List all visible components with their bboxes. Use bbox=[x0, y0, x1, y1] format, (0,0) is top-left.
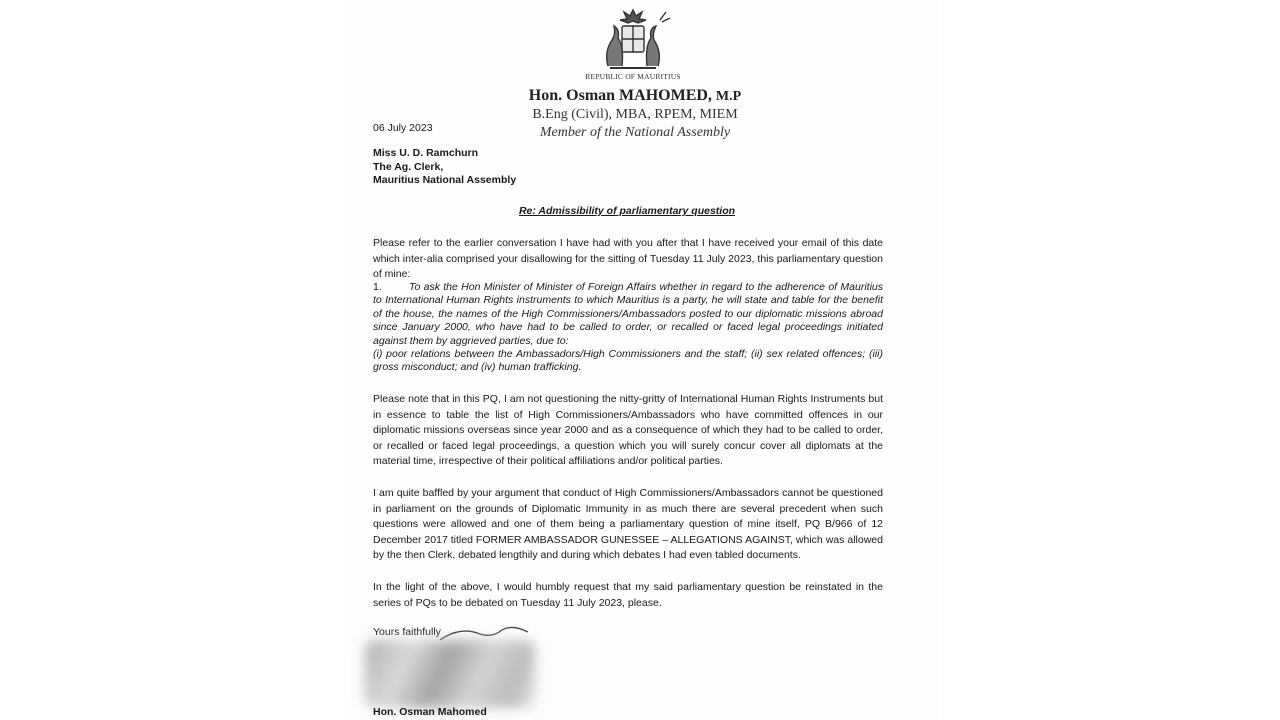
pq-items: (i) poor relations between the Ambassadors/High Commissioners and the staff; (ii) sex related offences; (iii) gross misconduct; and (iv) human trafficking. bbox=[373, 348, 883, 374]
republic-label: REPUBLIC OF MAURITIUS bbox=[585, 72, 681, 81]
paragraph-4: In the light of the above, I would humbly request that my said parliamentary question be reinstated in the series of PQs to be debated on Tuesday 11 July 2023, please. bbox=[373, 581, 883, 609]
letterhead-name-text: Hon. Osman MAHOMED, bbox=[528, 87, 712, 104]
recipient-line-3 bbox=[373, 174, 516, 188]
pq-text: To ask the Hon Minister of Minister of Foreign Affairs whether in regard to the adherence of Mauritius to International Human Rights instruments to which Mauritius is a party, he will state and table for the benefit of the house, the names of the High Commissioners/Ambassadors posted to our diplomatic missions abroad since January 2000, who have had to be called to order, or recalled or faced legal proceedings initiated against them by aggrieved parties, due to: bbox=[373, 281, 883, 347]
parliamentary-question bbox=[373, 281, 883, 375]
letter-date: 06 July 2023 bbox=[373, 122, 433, 134]
paragraph-1: Please refer to the earlier conversation I have had with you after that I have received your email of this date which inter-alia comprised your disallowing for the sitting of Tuesday 11 July 2023, this parliamentary question of mine: bbox=[373, 237, 883, 280]
recipient-line-3a: Mauritius National bbox=[373, 174, 465, 187]
letterhead-role: Member of the National Assembly bbox=[539, 125, 731, 140]
paragraph-2: Please note that in this PQ, I am not questioning the nitty-gritty of International Human Rights Instruments but in essence to table the list of High Commissioners/Ambassadors who have committed offences in our diplomatic missions overseas since year 2000 and as a consequence of which they had to be called to order, or recalled or faced legal proceedings, a question which you will surely concur cover all diplomats at the material time, irrespective of their political affiliations and/or political parties. bbox=[373, 393, 883, 467]
letterhead-name-suffix: M.P bbox=[715, 89, 742, 104]
recipient-line-1: Miss U. D. Ramchurn bbox=[373, 147, 479, 159]
redacted-signature bbox=[365, 640, 535, 708]
signer-name: Hon. Osman Mahomed bbox=[373, 706, 487, 718]
letter-subject: Re: Admissibility of parliamentary question bbox=[518, 205, 736, 217]
letterhead-qualifications: B.Eng (Civil), MBA, RPEM, MIEM bbox=[532, 107, 738, 122]
coat-of-arms-icon bbox=[590, 6, 676, 74]
paragraph-3: I am quite baffled by your argument that conduct of High Commissioners/Ambassadors cannot be questioned in parliament on the grounds of Diplomatic Immunity in as much there are several precedent when such questions were allowed and one of them being a parliamentary question of mine itself, PQ B/966 of 12 December 2017 titled FORMER AMBASSADOR GUNESSEE – ALLEGATIONS AGAINST, which was allowed by the then Clerk, debated lengthily and during which debates I had even tabled documents. bbox=[373, 487, 883, 561]
recipient-line-2: The Ag. Clerk, bbox=[373, 160, 444, 173]
letterhead-name bbox=[480, 87, 790, 105]
pq-number: 1. bbox=[373, 281, 382, 293]
recipient-line-3b: Assembly bbox=[466, 174, 517, 187]
recipient-address bbox=[373, 147, 516, 188]
closing-salutation: Yours faithfully bbox=[373, 626, 441, 638]
